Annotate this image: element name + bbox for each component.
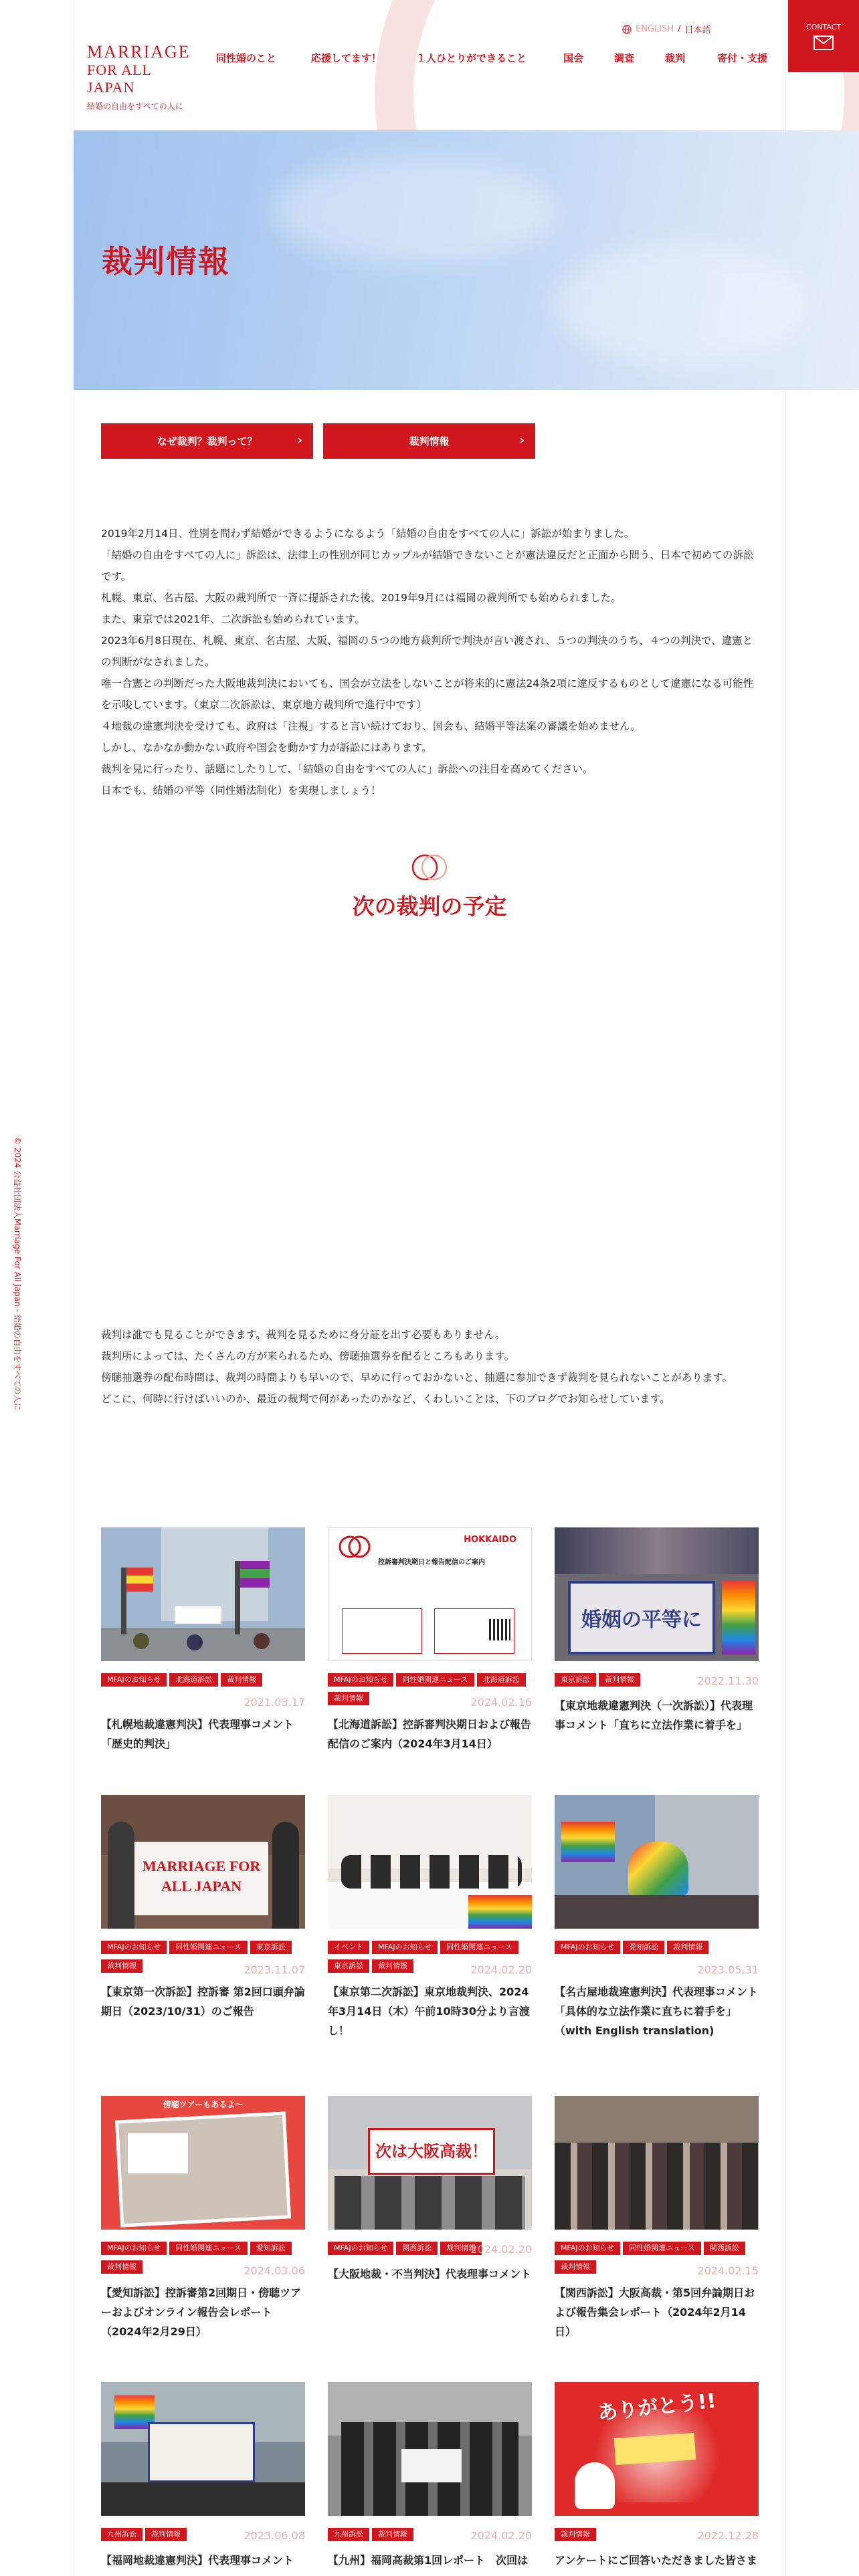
post-tag[interactable]: 裁判情報	[372, 1959, 413, 1973]
post-tag[interactable]: 裁判情報	[101, 1959, 142, 1973]
post-date: 2024.03.06	[244, 2264, 305, 2277]
contact-label: CONTACT	[805, 22, 842, 31]
post-tag[interactable]: MFAJのお知らせ	[101, 2242, 167, 2255]
intro-line: 札幌、東京、名古屋、大阪の裁判所で一斉に提訴された後、2019年9月には福岡の裁判所でも始められました。	[101, 592, 622, 604]
post-tag[interactable]: MFAJのお知らせ	[101, 1941, 167, 1954]
post-tag[interactable]: MFAJのお知らせ	[101, 1673, 167, 1687]
post-tag[interactable]: MFAJのお知らせ	[555, 1941, 620, 1954]
post-thumbnail	[101, 2382, 305, 2516]
lang-english[interactable]: ENGLISH	[636, 24, 674, 34]
post-date: 2022.11.30	[697, 1675, 759, 1687]
character	[575, 2462, 615, 2509]
logo-line2: FOR ALL JAPAN	[87, 62, 152, 96]
people-row	[555, 2143, 759, 2230]
thanks-text: ありがとう!!	[596, 2389, 717, 2426]
post-date: 2023.11.07	[244, 1963, 305, 1976]
post-thumbnail	[101, 2096, 305, 2230]
nav-item-samesex-marriage[interactable]: 同性婚のこと	[216, 52, 277, 64]
post-tag[interactable]: 裁判情報	[555, 2260, 596, 2274]
post-tag[interactable]: 裁判情報	[101, 2260, 142, 2274]
people-row	[101, 2482, 305, 2516]
post-thumbnail	[555, 1527, 759, 1661]
rainbow-flag	[561, 1822, 615, 1862]
post-tag[interactable]: 裁判情報	[221, 1673, 262, 1687]
intro-line: 2019年2月14日、性別を問わず結婚ができるようになるよう「結婚の自由をすべての人に」訴訟が始まりました。	[101, 528, 635, 540]
banner-sign	[134, 1842, 268, 1915]
people-row	[341, 1855, 522, 1889]
post-date: 2024.02.20	[470, 1963, 532, 1976]
post-tag[interactable]: 東京訴訟	[328, 1959, 369, 1973]
post-tag[interactable]: イベント	[328, 1941, 369, 1954]
people-row	[555, 1895, 759, 1929]
post-title[interactable]: 【愛知訴訟】控訴審第2回期日・傍聴ツアーおよびオンライン報告会レポート（2024年2月29日）	[101, 2286, 302, 2338]
nav-item-diet[interactable]: 国会	[563, 52, 584, 64]
site-logo[interactable]	[87, 42, 191, 112]
post-tag[interactable]: 裁判情報	[145, 2528, 187, 2541]
post-date: 2021.03.17	[244, 1696, 305, 1709]
post-date: 2024.02.16	[470, 1696, 532, 1709]
flyer-title: 控訴審判決期日と報告配信のご案内	[378, 1559, 485, 1566]
post-date: 2024.02.20	[470, 2529, 532, 2542]
post-title[interactable]: 【大阪地裁・不当判決】代表理事コメント	[328, 2268, 532, 2280]
post-tag[interactable]: 東京訴訟	[555, 1673, 596, 1687]
post-date: 2023.06.08	[244, 2529, 305, 2542]
intro-text	[101, 523, 757, 801]
photo-wall	[555, 2096, 759, 2143]
post-thumbnail	[328, 1527, 532, 1661]
post-thumbnail	[328, 1795, 532, 1929]
people-row	[335, 2176, 525, 2230]
post-tag[interactable]: 愛知訴訟	[250, 2242, 292, 2255]
post-title[interactable]: 【東京地裁違憲判決（一次訴訟）】代表理事コメント「直ちに立法作業に着手を」	[555, 1699, 753, 1731]
sticker	[614, 2433, 696, 2465]
post-date: 2024.02.15	[697, 2264, 759, 2277]
post-thumbnail	[328, 2096, 532, 2230]
post-title[interactable]: 【福岡地裁違憲判決】代表理事コメント	[101, 2554, 294, 2567]
intro-line: 「結婚の自由をすべての人に」訴訟は、法律上の性別が同じカップルが結婚できないことが憲法違反だと正面から問う、日本で初めての訴訟です。	[101, 549, 754, 582]
lang-japanese[interactable]: 日本語	[684, 25, 711, 35]
nav-item-trial[interactable]: 裁判	[665, 52, 686, 64]
rings-icon	[408, 853, 451, 882]
post-tag[interactable]: 裁判情報	[599, 1673, 640, 1687]
note-line: 裁判所によっては、たくさんの方が来られるため、傍聴抽選券を配るところもあります。	[101, 1350, 515, 1362]
post-tag[interactable]: 裁判情報	[372, 2528, 413, 2541]
post-title[interactable]: アンケートにご回答いただきました皆さま	[555, 2554, 758, 2567]
rainbow-heart-sign	[628, 1842, 688, 1895]
note-card	[128, 2133, 188, 2173]
post-tag[interactable]: MFAJのお知らせ	[328, 1673, 393, 1687]
banner-label: 傍聴ツアーもあるよ～	[163, 2100, 244, 2109]
intro-line: 2023年6月8日現在、札幌、東京、名古屋、大阪、福岡の５つの地方裁判所で判決が言い渡され、５つの判決のうち、４つの判決で、違憲との判断がなされました。	[101, 635, 753, 668]
post-date: 2024.02.20	[470, 2243, 532, 2256]
person	[108, 1822, 134, 1929]
trial-info-button[interactable]	[323, 423, 535, 459]
post-tag[interactable]: MFAJのお知らせ	[555, 2242, 620, 2255]
chevron-right-icon: ›	[519, 433, 524, 447]
language-switcher[interactable]	[622, 23, 711, 35]
intro-line: しかし、なかなか動かない政府や国会を動かす力が訴訟にはあります。	[101, 742, 432, 754]
nav-item-donate[interactable]: 寄付・支援	[717, 52, 768, 64]
why-trial-button[interactable]	[101, 423, 313, 459]
post-tag[interactable]: 裁判情報	[667, 1941, 708, 1954]
post-title[interactable]: 【北海道訴訟】控訴審判決期日および報告配信のご案内（2024年3月14日）	[328, 1718, 532, 1750]
page-title: 裁判情報	[102, 243, 230, 280]
logo-tagline: 結婚の自由をすべての人に	[87, 102, 183, 111]
post-thumbnail	[555, 1795, 759, 1929]
post-tag[interactable]: 同性婚関連ニュース	[440, 1941, 518, 1954]
person	[272, 1822, 299, 1929]
banner-text: MARRIAGE FOR ALL JAPAN	[142, 1858, 261, 1895]
post-thumbnail	[101, 1795, 305, 1929]
sign-board	[401, 2449, 462, 2482]
post-title[interactable]: 【東京第二次訴訟】東京地裁判決、2024年3月14日（木）午前10時30分より言渡し！	[328, 1985, 530, 2037]
post-thumbnail	[328, 2382, 532, 2516]
post-tag[interactable]: 東京訴訟	[250, 1941, 292, 1954]
sky-cloud	[274, 157, 555, 264]
intro-line: 唯一合憲との判断だった大阪地裁判決においても、国会が立法をしないことが将来的に憲法24条2項に違反するものとして違憲になる可能性を示唆しています。（東京二次訴訟は、東京地方裁判所で進行中です）	[101, 677, 754, 711]
rainbow-stripe	[722, 1581, 755, 1654]
trial-info-label: 裁判情報	[409, 435, 450, 447]
mail-icon	[814, 35, 834, 50]
post-tag[interactable]: 関西訴訟	[704, 2242, 745, 2255]
post-tag[interactable]: 同性婚関連ニュース	[169, 1941, 247, 1954]
post-title[interactable]: 【名古屋地裁違憲判決】代表理事コメント「具体的な立法作業に直ちに着手を」（with English translation)	[555, 1985, 759, 2037]
sign-board	[148, 2422, 255, 2482]
post-tag[interactable]: 九州訴訟	[328, 2528, 369, 2541]
trial-notes	[101, 1324, 770, 1410]
post-tag[interactable]: 裁判情報	[555, 2528, 596, 2541]
hero-banner	[74, 130, 859, 390]
post-tag[interactable]: 同性婚関連ニュース	[396, 1673, 474, 1687]
post-tag[interactable]: 関西訴訟	[396, 2242, 438, 2255]
post-tag[interactable]: MFAJのお知らせ	[372, 1941, 438, 1954]
nav-item-support[interactable]: 応援してます！	[311, 52, 382, 64]
lang-separator: /	[678, 24, 681, 34]
qr-code-icon	[489, 1619, 510, 1640]
post-title[interactable]: 【札幌地裁違憲判決】代表理事コメント「歴史的判決」	[101, 1718, 294, 1750]
post-tag[interactable]: 北海道訴訟	[169, 1673, 218, 1687]
note-line: 傍聴抽選券の配布時間は、裁判の時間よりも早いので、早めに行っておかないと、抽選に参加できず裁判を見られないことがあります。	[101, 1372, 733, 1384]
post-date: 2022.12.28	[697, 2529, 759, 2542]
rings-icon	[335, 1533, 375, 1560]
post-tag[interactable]: 北海道訴訟	[477, 1673, 526, 1687]
chevron-right-icon: ›	[297, 433, 302, 447]
post-tags	[555, 1939, 759, 1958]
intro-line: 裁判を見に行ったり、話題にしたりして、「結婚の自由をすべての人に」訴訟への注目を高めてください。	[101, 763, 593, 775]
flyer-header: HOKKAIDO	[464, 1535, 516, 1545]
nav-item-survey[interactable]: 調査	[614, 52, 635, 64]
intro-line: 日本でも、結婚の平等（同性婚法制化）を実現しましょう！	[101, 784, 381, 796]
post-tag[interactable]: 同性婚関連ニュース	[169, 2242, 247, 2255]
intro-line: また、東京では2021年、二次訴訟も始められています。	[101, 613, 365, 625]
banner-text: 婚姻の平等に	[581, 1608, 702, 1632]
post-tag[interactable]: 同性婚関連ニュース	[623, 2242, 700, 2255]
photo-crowd	[555, 1527, 759, 1574]
post-title[interactable]: 【九州】福岡高裁第1回レポート 次回は	[328, 2554, 529, 2567]
post-tag[interactable]: MFAJのお知らせ	[328, 2242, 393, 2255]
post-tag[interactable]: 裁判情報	[328, 1692, 369, 1705]
sky-cloud	[555, 244, 809, 364]
post-tags	[101, 1672, 305, 1691]
logo-line1: MARRIAGE	[87, 42, 191, 62]
schedule-title: 次の裁判の予定	[352, 893, 507, 920]
banner-sign	[368, 2128, 495, 2175]
post-tag[interactable]: 九州訴訟	[101, 2528, 142, 2541]
post-thumbnail	[101, 1527, 305, 1661]
post-tag[interactable]: 裁判情報	[440, 2242, 482, 2255]
why-trial-label: なぜ裁判？裁判って？	[157, 435, 258, 447]
note-line: どこに、何時に行けばいいのか、最近の裁判で何があったのかなど、くわしいことは、下のブログでお知らせしています。	[101, 1393, 670, 1405]
post-thumbnail	[555, 2382, 759, 2516]
post-title[interactable]: 【関西訴訟】大阪高裁・第5回弁論期日および報告集会レポート（2024年2月14日）	[555, 2286, 755, 2338]
globe-icon	[622, 25, 632, 34]
intro-line: ４地裁の違憲判決を受けても、政府は「注視」すると言い続けており、国会も、結婚平等法案の審議を始めません。	[101, 720, 641, 732]
post-title[interactable]: 【東京第一次訴訟】控訴審 第2回口頭弁論期日（2023/10/31）のご報告	[101, 1985, 305, 2018]
contact-button[interactable]	[788, 0, 859, 72]
post-date: 2023.05.31	[697, 1963, 759, 1976]
nav-item-individual-action[interactable]: １人ひとりができること	[416, 52, 527, 64]
banner-text: 次は大阪高裁！	[375, 2142, 488, 2161]
flyer-box	[342, 1608, 422, 1654]
note-line: 裁判は誰でも見ることができます。裁判を見るために身分証を出す必要もありません。	[101, 1329, 506, 1341]
copyright: © 2024 公益社団法人Marriage For All Japan - 結婚の自由をすべての人に	[13, 1137, 22, 1411]
post-tag[interactable]: 愛知訴訟	[623, 1941, 664, 1954]
post-thumbnail	[555, 2096, 759, 2230]
rainbow-flag	[468, 1895, 532, 1929]
banner-sign	[568, 1581, 715, 1654]
